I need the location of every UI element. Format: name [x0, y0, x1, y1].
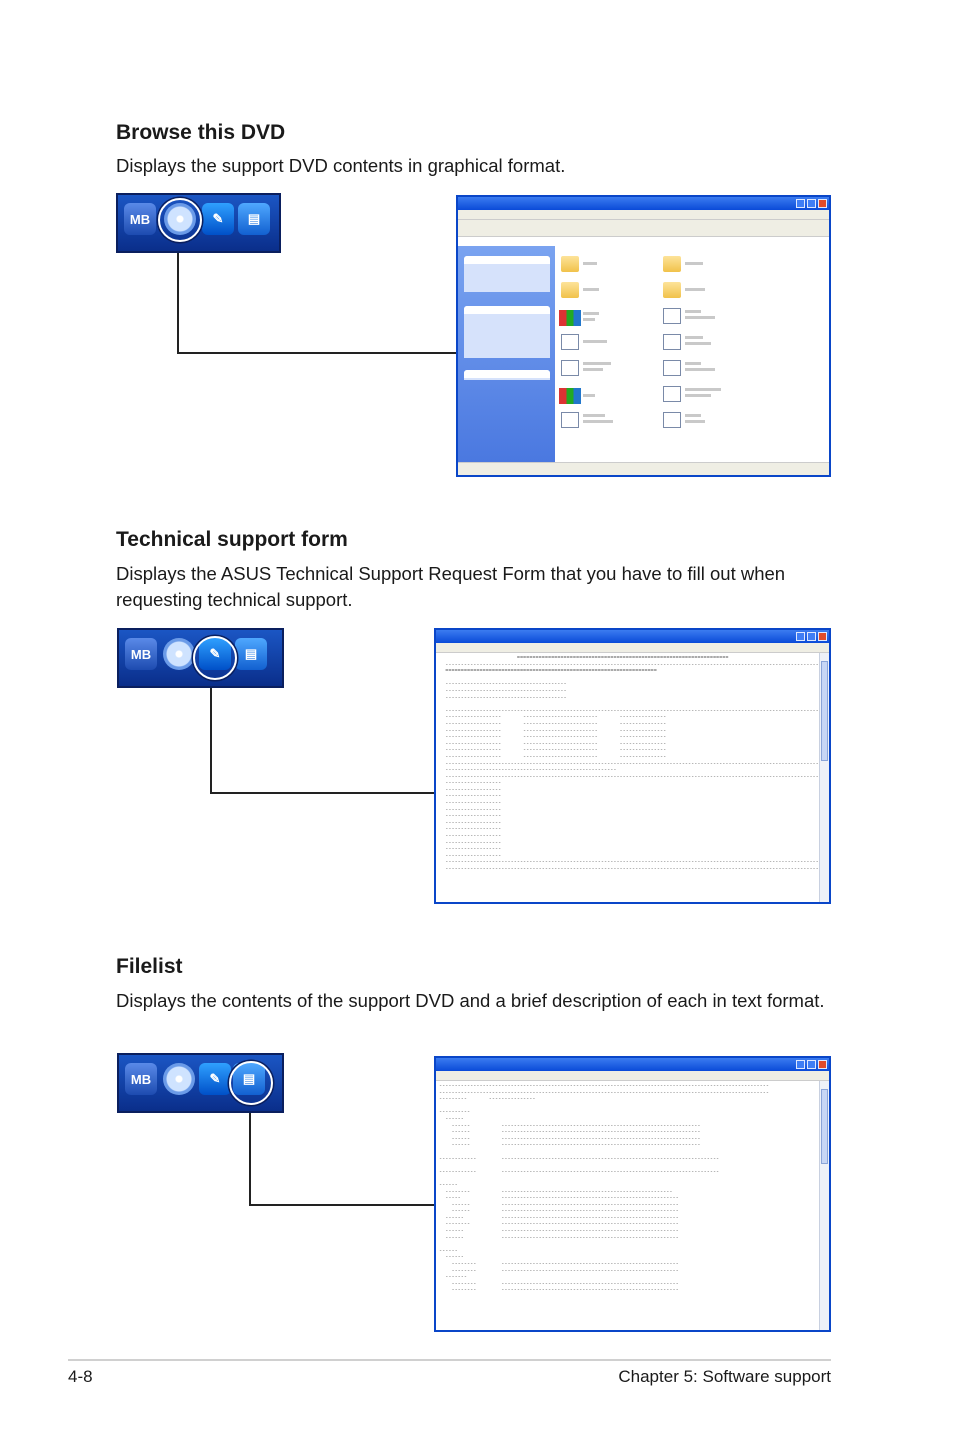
task-pane-group [464, 306, 550, 358]
section-title-technical-support: Technical support form [116, 528, 348, 551]
menu-bar [436, 1071, 829, 1081]
notepad-window-support-form [434, 628, 831, 904]
vertical-scrollbar[interactable] [819, 1081, 829, 1330]
file-icon[interactable] [561, 360, 579, 376]
window-titlebar [436, 1058, 829, 1071]
section-title-filelist: Filelist [116, 955, 183, 978]
notepad-text-area[interactable]: ==================================================================== ------------------------------------------------------------------------------------------------------------------------ ==================================================================== --------------------------------------- --------------------------------------- --------------------------------------- ------------------------------------------------------------------------------------------------------------------------ ------------------ ------------------------ --------------- ------------------ ------------------------ --------------- ------------------ ------------------------ --------------- ------------------ ------------------------ --------------- ------------------ ------------------------ --------------- ------------------ ------------------------ --------------- ------------------ ------------------------ --------------- ------------------------------------------------------------------------------------------------------------------------ ------------------------------------------------------- ------------------------------------------------------------------------------------------------------------------------ ------------------ ------------------ ------------------ ------------------ ------------------ ------------------ ------------------ ------------------ ------------------ ------------------ ------------------ ------------------ ------------------------------------------------------------------------------------------------------------------------ ------------------------------------------------------------------------------------------------------------------------ [445, 655, 819, 872]
section-description-filelist: Displays the contents of the support DVD and a brief description of each in text format. [116, 990, 825, 1011]
highlight-ring [158, 198, 202, 242]
file-icon[interactable] [663, 308, 681, 324]
folder-icon[interactable] [663, 282, 681, 298]
technical-support-icon[interactable]: ✎ [199, 1063, 231, 1095]
callout-line [249, 1204, 435, 1206]
filelist-icon[interactable]: ▤ [233, 1063, 265, 1095]
application-icon[interactable] [559, 310, 581, 326]
window-titlebar [458, 197, 829, 210]
callout-line [177, 253, 179, 354]
highlight-ring [193, 636, 237, 680]
notepad-window-filelist [434, 1056, 831, 1332]
file-icon[interactable] [663, 412, 681, 428]
file-area [555, 246, 829, 463]
task-pane [458, 246, 555, 463]
technical-support-icon[interactable]: ✎ [202, 203, 234, 235]
task-pane-group [464, 256, 550, 292]
dvd-toolbar [117, 628, 284, 688]
section-title-browse-dvd: Browse this DVD [116, 121, 286, 144]
file-icon[interactable] [663, 360, 681, 376]
footer-divider [68, 1359, 831, 1361]
status-bar [458, 462, 829, 475]
browse-dvd-icon[interactable] [163, 1063, 195, 1095]
explorer-toolbar [458, 220, 829, 237]
technical-support-icon[interactable]: ✎ [199, 638, 231, 670]
application-icon[interactable] [559, 388, 581, 404]
menu-bar [436, 643, 829, 653]
window-controls[interactable] [796, 199, 827, 208]
filelist-icon[interactable]: ▤ [238, 203, 270, 235]
folder-icon[interactable] [561, 282, 579, 298]
callout-line [210, 792, 435, 794]
dvd-toolbar [117, 1053, 284, 1113]
dvd-toolbar [116, 193, 281, 253]
filelist-icon[interactable]: ▤ [235, 638, 267, 670]
file-icon[interactable] [561, 334, 579, 350]
callout-line [249, 1113, 251, 1206]
notepad-text-area[interactable]: ---------------------------------------------------------------------------------------------------------- ---------------------------------------------------------------------------------------------------------- --------- --------------- ---------- ------ ------ ---------------------------------------------------------------- ------ ---------------------------------------------------------------- ------ ---------------------------------------------------------------- ------ ---------------------------------------------------------------- ------------ ---------------------------------------------------------------------- ------------ ---------------------------------------------------------------------- ------ -------- ------------------------------------------------------- ----- --------------------------------------------------------- ------ --------------------------------------------------------- ------ --------------------------------------------------------- ------ --------------------------------------------------------- -------- --------------------------------------------------------- ------ --------------------------------------------------------- ------ --------------------------------------------------------- ------ ------ -------- --------------------------------------------------------- -------- --------------------------------------------------------- ------- -------- --------------------------------------------------------- -------- --------------------------------------------------------- [439, 1083, 769, 1294]
menu-bar [458, 210, 829, 220]
file-icon[interactable] [561, 412, 579, 428]
window-titlebar [436, 630, 829, 643]
section-description-technical-support: Displays the ASUS Technical Support Request Form that you have to fill out when requesting technical support. [116, 563, 786, 610]
callout-line [210, 688, 212, 794]
file-icon[interactable] [663, 386, 681, 402]
callout-line [177, 352, 457, 354]
folder-icon[interactable] [663, 256, 681, 272]
mb-icon[interactable]: MB [125, 638, 157, 670]
task-pane-group [464, 370, 550, 380]
mb-icon[interactable]: MB [124, 203, 156, 235]
vertical-scrollbar[interactable] [819, 653, 829, 902]
explorer-window [456, 195, 831, 477]
browse-dvd-icon[interactable] [163, 638, 195, 670]
folder-icon[interactable] [561, 256, 579, 272]
section-description-browse-dvd: Displays the support DVD contents in graphical format. [116, 155, 566, 176]
file-icon[interactable] [663, 334, 681, 350]
window-controls[interactable] [796, 632, 827, 641]
mb-icon[interactable]: MB [125, 1063, 157, 1095]
window-controls[interactable] [796, 1060, 827, 1069]
page-number: 4-8 [68, 1367, 93, 1386]
chapter-title: Chapter 5: Software support [618, 1367, 831, 1386]
highlight-ring [229, 1061, 273, 1105]
